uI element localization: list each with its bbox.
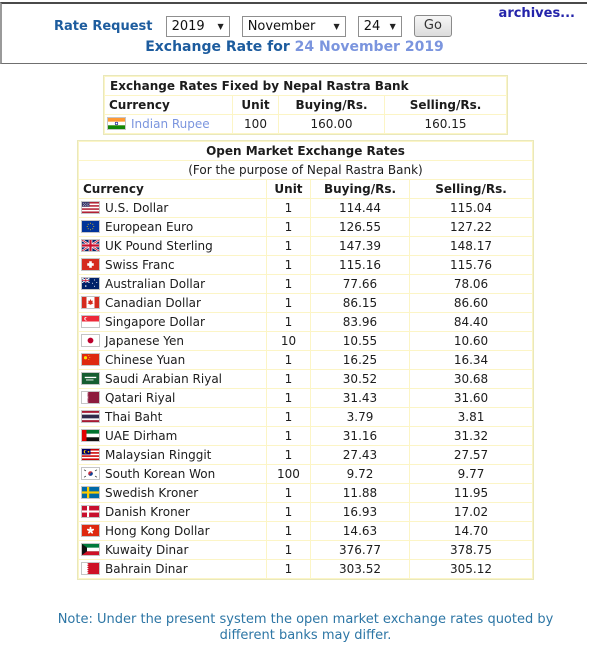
flag-my-icon — [82, 449, 99, 460]
currency-cell — [79, 484, 266, 502]
currency-name: Malaysian Ringgit — [104, 448, 212, 462]
buying-rate-cell: 9.72 — [311, 465, 409, 483]
currency-cell — [79, 256, 266, 274]
table-row — [79, 484, 532, 502]
chevron-down-icon: ▼ — [333, 21, 340, 31]
day-select-value: 24 — [363, 18, 381, 34]
fixed-table-title: Exchange Rates Fixed by Nepal Rastra Bank — [105, 77, 506, 95]
table-row — [79, 427, 532, 445]
unit-cell: 1 — [267, 313, 310, 331]
selling-rate-cell: 11.95 — [410, 484, 532, 502]
currency-cell — [79, 332, 266, 350]
selling-rate-cell: 3.81 — [410, 408, 532, 426]
selling-rate-cell: 305.12 — [410, 560, 532, 578]
rate-request-label: Rate Request — [54, 18, 153, 34]
unit-cell: 1 — [267, 560, 310, 578]
flag-uk-icon — [82, 240, 99, 251]
table-row — [79, 408, 532, 426]
currency-cell — [79, 370, 266, 388]
currency-name: Australian Dollar — [104, 277, 206, 291]
buying-rate-cell: 86.15 — [311, 294, 409, 312]
currency-name: Chinese Yuan — [104, 353, 186, 367]
flag-th-icon — [82, 411, 99, 422]
column-header-currency: Currency — [79, 180, 266, 198]
unit-cell: 1 — [267, 237, 310, 255]
selling-rate-cell: 127.22 — [410, 218, 532, 236]
flag-eu-icon — [82, 221, 99, 232]
currency-cell — [79, 389, 266, 407]
column-header-buying: Buying/Rs. — [279, 96, 384, 114]
open-table-title: Open Market Exchange Rates — [79, 142, 532, 160]
table-row — [79, 237, 532, 255]
currency-cell — [79, 465, 266, 483]
month-select[interactable] — [242, 16, 346, 37]
selling-rate-cell: 9.77 — [410, 465, 532, 483]
selling-rate-cell: 31.60 — [410, 389, 532, 407]
table-row — [79, 389, 532, 407]
currency-name: Kuwaity Dinar — [104, 543, 189, 557]
selling-rate-cell: 160.15 — [385, 115, 506, 133]
column-header-currency: Currency — [105, 96, 232, 114]
currency-name: Bahrain Dinar — [104, 562, 188, 576]
year-select[interactable] — [166, 16, 230, 37]
unit-cell: 1 — [267, 389, 310, 407]
buying-rate-cell: 3.79 — [311, 408, 409, 426]
currency-name: Japanese Yen — [104, 334, 185, 348]
fixed-table-title-row — [105, 77, 506, 95]
unit-cell: 1 — [267, 427, 310, 445]
buying-rate-cell: 147.39 — [311, 237, 409, 255]
currency-name: Danish Kroner — [104, 505, 190, 519]
day-select[interactable] — [358, 16, 402, 37]
selling-rate-cell: 115.76 — [410, 256, 532, 274]
table-row — [79, 218, 532, 236]
currency-cell — [105, 115, 232, 133]
buying-rate-cell: 30.52 — [311, 370, 409, 388]
unit-cell: 100 — [267, 465, 310, 483]
exchange-rate-heading — [2, 39, 587, 55]
currency-cell — [79, 199, 266, 217]
selling-rate-cell: 78.06 — [410, 275, 532, 293]
unit-cell: 1 — [267, 503, 310, 521]
unit-cell: 1 — [267, 522, 310, 540]
buying-rate-cell: 14.63 — [311, 522, 409, 540]
rate-request-panel — [0, 2, 587, 64]
table-row — [79, 465, 532, 483]
table-row — [79, 275, 532, 293]
selling-rate-cell: 17.02 — [410, 503, 532, 521]
table-row — [79, 332, 532, 350]
table-row — [79, 313, 532, 331]
unit-cell: 1 — [267, 275, 310, 293]
currency-name: Swedish Kroner — [104, 486, 199, 500]
currency-cell — [79, 522, 266, 540]
unit-cell: 1 — [267, 256, 310, 274]
buying-rate-cell: 31.16 — [311, 427, 409, 445]
currency-cell — [79, 541, 266, 559]
selling-rate-cell: 378.75 — [410, 541, 532, 559]
buying-rate-cell: 115.16 — [311, 256, 409, 274]
fixed-table-header-row — [105, 96, 506, 114]
unit-cell: 100 — [233, 115, 278, 133]
archives-link[interactable]: archives... — [498, 6, 575, 21]
unit-cell: 1 — [267, 370, 310, 388]
chevron-down-icon: ▼ — [217, 21, 224, 31]
buying-rate-cell: 11.88 — [311, 484, 409, 502]
buying-rate-cell: 376.77 — [311, 541, 409, 559]
buying-rate-cell: 31.43 — [311, 389, 409, 407]
currency-name: Swiss Franc — [104, 258, 175, 272]
unit-cell: 1 — [267, 351, 310, 369]
currency-name: Hong Kong Dollar — [104, 524, 210, 538]
currency-cell — [79, 275, 266, 293]
table-row — [79, 370, 532, 388]
currency-name: Thai Baht — [104, 410, 163, 424]
unit-cell: 1 — [267, 446, 310, 464]
buying-rate-cell: 16.93 — [311, 503, 409, 521]
table-row — [105, 115, 506, 133]
flag-ca-icon — [82, 297, 99, 308]
open-table-subtitle: (For the purpose of Nepal Rastra Bank) — [79, 161, 532, 179]
buying-rate-cell: 114.44 — [311, 199, 409, 217]
flag-ae-icon — [82, 430, 99, 441]
table-row — [79, 541, 532, 559]
unit-cell: 1 — [267, 408, 310, 426]
currency-name: Singapore Dollar — [104, 315, 205, 329]
table-row — [79, 256, 532, 274]
column-header-buying: Buying/Rs. — [311, 180, 409, 198]
note-label: Note: — [57, 612, 93, 627]
currency-cell — [79, 560, 266, 578]
unit-cell: 1 — [267, 541, 310, 559]
buying-rate-cell: 10.55 — [311, 332, 409, 350]
currency-cell — [79, 503, 266, 521]
open-table-subtitle-row — [79, 161, 532, 179]
flag-sa-icon — [82, 373, 99, 384]
table-row — [79, 503, 532, 521]
currency-name: South Korean Won — [104, 467, 216, 481]
currency-name: Qatari Riyal — [104, 391, 176, 405]
unit-cell: 1 — [267, 294, 310, 312]
column-header-unit: Unit — [267, 180, 310, 198]
flag-ch-icon — [82, 259, 99, 270]
exchange-rate-heading-prefix: Exchange Rate for — [145, 39, 290, 55]
flag-kw-icon — [82, 544, 99, 555]
flag-sg-icon — [82, 316, 99, 327]
currency-name: Saudi Arabian Riyal — [104, 372, 223, 386]
column-header-unit: Unit — [233, 96, 278, 114]
year-select-value: 2019 — [171, 18, 205, 34]
table-row — [79, 199, 532, 217]
selling-rate-cell: 86.60 — [410, 294, 532, 312]
flag-au-icon — [82, 278, 99, 289]
unit-cell: 10 — [267, 332, 310, 350]
buying-rate-cell: 303.52 — [311, 560, 409, 578]
open-table-header-row — [79, 180, 532, 198]
currency-cell — [79, 237, 266, 255]
fixed-rates-table — [103, 75, 508, 135]
currency-cell — [79, 408, 266, 426]
currency-cell — [79, 294, 266, 312]
flag-dk-icon — [82, 506, 99, 517]
column-header-selling: Selling/Rs. — [385, 96, 506, 114]
flag-jp-icon — [82, 335, 99, 346]
selling-rate-cell: 10.60 — [410, 332, 532, 350]
unit-cell: 1 — [267, 218, 310, 236]
go-button[interactable]: Go — [414, 15, 452, 37]
selling-rate-cell: 31.32 — [410, 427, 532, 445]
unit-cell: 1 — [267, 199, 310, 217]
note-text: Under the present system the open market exchange rates quoted by different banks may differ. — [96, 612, 554, 643]
open-table-title-row — [79, 142, 532, 160]
currency-name: UAE Dirham — [104, 429, 178, 443]
table-row — [79, 522, 532, 540]
table-row — [79, 560, 532, 578]
currency-cell — [79, 218, 266, 236]
currency-cell — [79, 446, 266, 464]
flag-cn-icon — [82, 354, 99, 365]
selling-rate-cell: 148.17 — [410, 237, 532, 255]
flag-qa-icon — [82, 392, 99, 403]
selling-rate-cell: 30.68 — [410, 370, 532, 388]
selling-rate-cell: 84.40 — [410, 313, 532, 331]
buying-rate-cell: 126.55 — [311, 218, 409, 236]
flag-bh-icon — [82, 563, 99, 574]
flag-hk-icon — [82, 525, 99, 536]
buying-rate-cell: 16.25 — [311, 351, 409, 369]
column-header-selling: Selling/Rs. — [410, 180, 532, 198]
table-row — [79, 351, 532, 369]
currency-cell — [79, 351, 266, 369]
selling-rate-cell: 115.04 — [410, 199, 532, 217]
buying-rate-cell: 77.66 — [311, 275, 409, 293]
flag-in-icon — [108, 118, 125, 129]
currency-cell — [79, 427, 266, 445]
table-row — [79, 294, 532, 312]
currency-name: European Euro — [104, 220, 194, 234]
open-market-rates-table — [77, 140, 534, 580]
currency-name: U.S. Dollar — [104, 201, 169, 215]
flag-us-icon — [82, 202, 99, 213]
buying-rate-cell: 83.96 — [311, 313, 409, 331]
table-row — [79, 446, 532, 464]
buying-rate-cell: 160.00 — [279, 115, 384, 133]
exchange-rate-heading-date: 24 November 2019 — [294, 39, 444, 55]
currency-name: Canadian Dollar — [104, 296, 201, 310]
rate-request-controls — [2, 4, 587, 36]
flag-kr-icon — [82, 468, 99, 479]
buying-rate-cell: 27.43 — [311, 446, 409, 464]
chevron-down-icon: ▼ — [389, 21, 396, 31]
tables-area — [0, 75, 611, 580]
currency-cell — [79, 313, 266, 331]
month-select-value: November — [247, 18, 316, 34]
selling-rate-cell: 27.57 — [410, 446, 532, 464]
selling-rate-cell: 14.70 — [410, 522, 532, 540]
selling-rate-cell: 16.34 — [410, 351, 532, 369]
unit-cell: 1 — [267, 484, 310, 502]
currency-link[interactable]: Indian Rupee — [131, 117, 210, 131]
footer-note — [0, 612, 611, 644]
currency-name: UK Pound Sterling — [104, 239, 213, 253]
flag-se-icon — [82, 487, 99, 498]
